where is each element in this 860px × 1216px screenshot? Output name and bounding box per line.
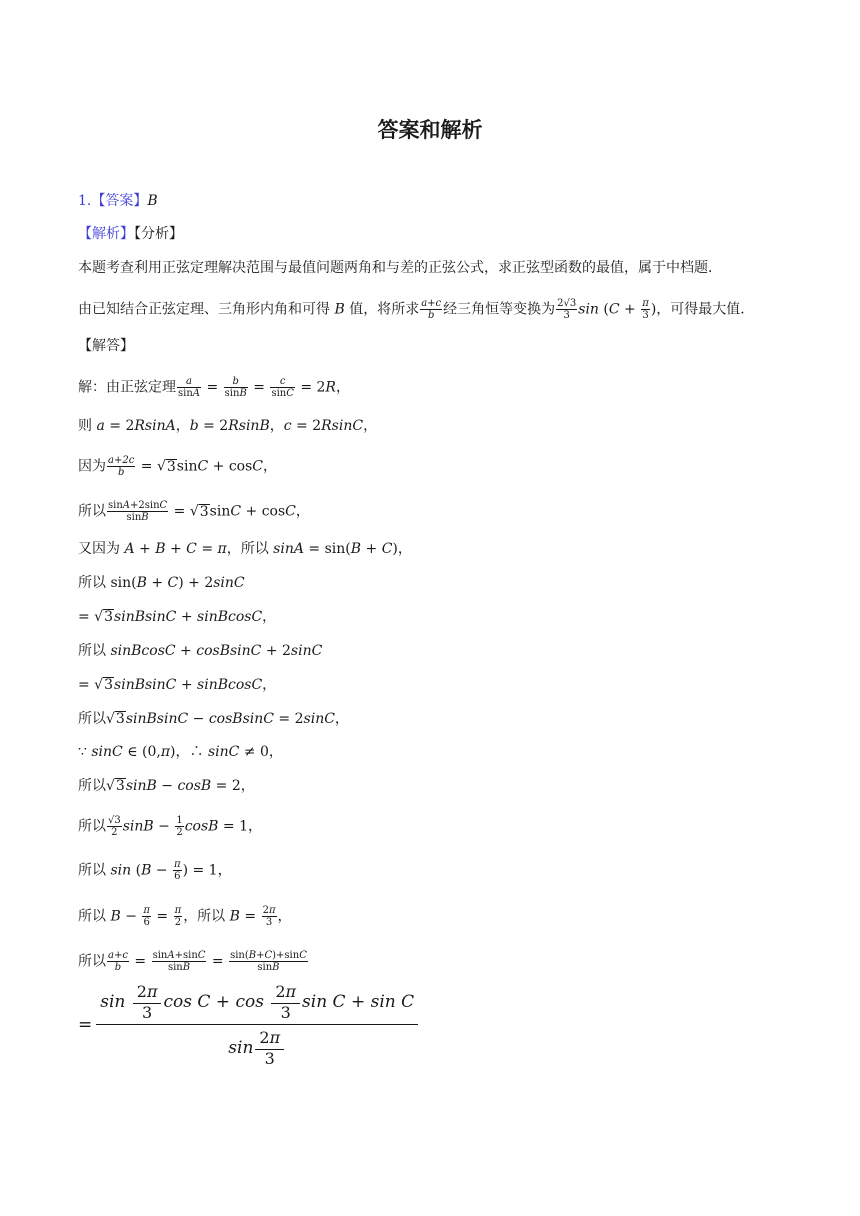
frac-a-plus-c-over-b: $\frac{a+c}{b}$ (421, 298, 442, 321)
step-15-mid: ，所以 (183, 908, 230, 925)
step-12: 所以√3sinB − cosB = 2， (78, 778, 255, 794)
step-3: 因为 $\frac{a+2c}{b}$ = √3sinC + cosC， (78, 455, 278, 478)
frac-a-plus-2c-over-b: $\frac{a+2c}{b}$ (108, 455, 135, 478)
tags-line (78, 224, 183, 244)
step-5-mid: ，所以 (226, 541, 274, 557)
page-title: 答案和解析 (377, 118, 483, 142)
step-7: = √3sinBsinC + sinBcosC， (78, 609, 277, 625)
frac-c-over-sinC: $\frac{c}{\sin C}$ (271, 376, 294, 399)
step-1: 解：由正弦定理 $\frac{a}{\sin A}$ = $\frac{b}{\sin B}$ = $\frac{c}{\sin C}$ = 2R， (78, 376, 350, 399)
math-b: B (334, 301, 345, 318)
step-6: 所以 sin(B + C) + 2sinC (78, 575, 245, 591)
step-1-prefix: 解：由正弦定理 (78, 379, 176, 396)
frac-2sqrt3-over-3: $\frac{2√3}{3}$ (557, 298, 577, 321)
step-15-prefix: 所以 (78, 908, 111, 925)
step-3-prefix: 因为 (78, 458, 106, 475)
answer-line (78, 191, 158, 211)
math-sin-expr: sin (578, 301, 599, 318)
step-4: 所以 $\frac{\sin A+2\sin C}{\sin B}$ = √3sinC + cosC， (78, 500, 310, 523)
frac-sinA-2sinC-over-sinB: $\frac{\sin A+2\sin C}{\sin B}$ (108, 500, 168, 523)
frac-1-over-2: $\frac{1}{2}$ (176, 815, 183, 838)
step-2: 则 a = 2RsinA，b = 2RsinB，c = 2RsinC， (78, 418, 378, 434)
step-16-prefix: 所以 (78, 953, 106, 970)
analysis-line-2: 由已知结合正弦定理、三角形内角和可得 B 值，将所求 $\frac{a+c}{b}$ 经三角恒等变换为 $\frac{2√3}{3}$ sin (C + $\frac{\pi}{3}$ )，可得最大值． (78, 298, 755, 321)
step-10-prefix: 所以 (78, 711, 106, 727)
step-13-prefix: 所以 (78, 818, 106, 835)
jiexi-tag: 【解析】 (78, 226, 134, 242)
step-5-prefix: 又因为 (78, 541, 125, 557)
step-10: 所以√3sinBsinC − cosBsinC = 2sinC， (78, 711, 349, 727)
frac-2pi-over-3: $\frac{2\pi}{3}$ (262, 905, 276, 928)
step-14: 所以 sin (B − $\frac{\pi}{6}$ ) = 1， (78, 859, 232, 882)
step-8: 所以 sinBcosC + cosBsinC + 2sinC (78, 643, 323, 659)
step-13: 所以 $\frac{√3}{2}$ sinB − $\frac{1}{2}$ cosB = 1， (78, 815, 263, 838)
step-8-prefix: 所以 (78, 643, 111, 659)
step-12-prefix: 所以 (78, 778, 106, 794)
analysis-line-1: 本题考查利用正弦定理解决范围与最值问题两角和与差的正弦公式，求正弦型函数的最值，属于中档题． (78, 260, 722, 276)
step-15: 所以 B − $\frac{\pi}{6}$ = $\frac{\pi}{2}$ ，所以 B = $\frac{2\pi}{3}$ ， (78, 905, 292, 928)
fenxi-tag: 【分析】 (134, 226, 183, 242)
big-fraction-expression: = sin 2 π 3 cos C + cos 2 π 3 sin C + sin C sin 2 π 3 (78, 983, 418, 1067)
step-2-prefix: 则 (78, 418, 97, 434)
answer-tag: 【答案】 (91, 193, 148, 209)
analysis-text-b: 值，将所求 (344, 301, 420, 318)
frac-b-over-sinB: $\frac{b}{\sin B}$ (224, 376, 247, 399)
frac-pi-over-6: $\frac{\pi}{6}$ (174, 859, 181, 882)
step-9: = √3sinBsinC + sinBcosC， (78, 677, 277, 693)
frac-a-over-sinA: $\frac{a}{\sin A}$ (178, 376, 201, 399)
jieda-tag: 【解答】 (78, 338, 134, 354)
step-11: ∵ sinC ∈ (0,π)，∴ sinC ≠ 0， (78, 744, 283, 760)
step-14-prefix: 所以 (78, 862, 111, 879)
step-6-prefix: 所以 (78, 575, 111, 591)
step-5: 又因为 A + B + C = π，所以 sinA = sin(B + C)， (78, 541, 412, 557)
question-number: 1. (78, 193, 92, 209)
analysis-text-c: 经三角恒等变换为 (443, 301, 556, 318)
answer-value: B (147, 193, 158, 209)
step-16: 所以 $\frac{a+c}{b}$ = $\frac{\sin A+\sin C}{\sin B}$ = $\frac{\sin(B+C)+\sin C}{\sin B}$ (78, 950, 307, 973)
step-4-prefix: 所以 (78, 503, 106, 520)
frac-pi-over-3: $\frac{\pi}{3}$ (642, 298, 649, 321)
analysis-text-a: 由已知结合正弦定理、三角形内角和可得 (78, 301, 335, 318)
analysis-text-d: ，可得最大值． (656, 301, 755, 318)
frac-sqrt3-over-2: $\frac{√3}{2}$ (108, 815, 121, 838)
